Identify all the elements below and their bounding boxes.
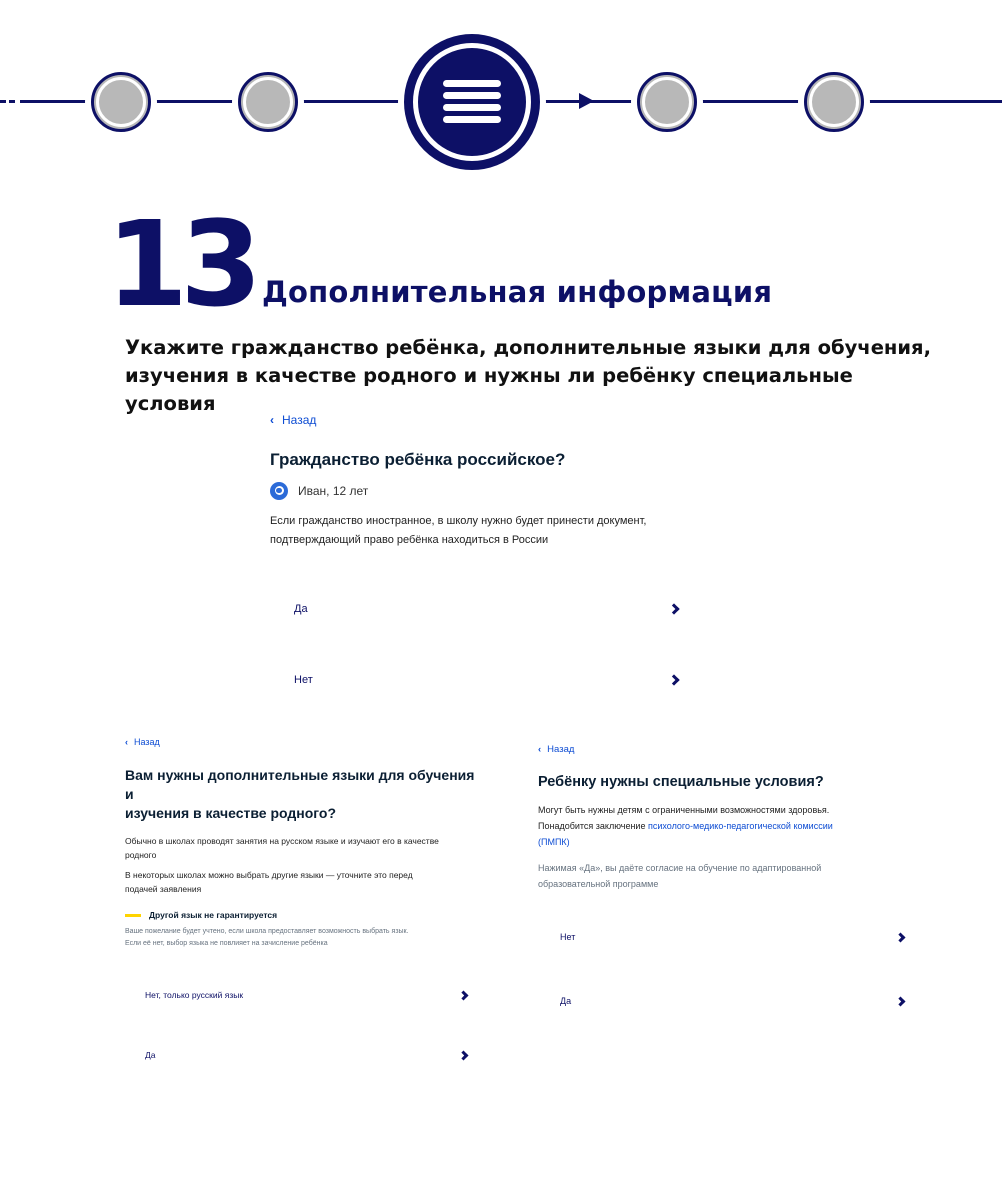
question-hint <box>270 512 690 550</box>
step-description-line: Укажите гражданство ребёнка, дополнительные языки для обучения, <box>125 336 931 359</box>
chevron-right-icon <box>459 990 469 1000</box>
special-conditions-screen <box>538 742 908 1010</box>
step-description-line: изучения в качестве родного и нужны ли ребёнку специальные условия <box>125 364 853 415</box>
hint-line <box>538 818 908 834</box>
warning-text <box>125 926 475 950</box>
option-yes[interactable] <box>270 598 690 620</box>
back-link[interactable] <box>270 410 690 430</box>
child-name: Иван, 12 лет <box>298 484 369 498</box>
warning-title: Другой язык не гарантируется <box>149 910 278 920</box>
option-no[interactable] <box>538 928 908 946</box>
back-label: Назад <box>134 737 160 747</box>
timeline-step-past <box>238 72 298 132</box>
warning-heading <box>125 910 475 920</box>
warning-line: Если её нет, выбор языка не повлияет на зачисление ребёнка <box>125 940 328 947</box>
title-line: изучения в качестве родного? <box>125 805 337 821</box>
chevron-left-icon: ‹ <box>270 413 274 427</box>
option-russian-only[interactable] <box>125 986 475 1004</box>
timeline-dash <box>0 100 6 103</box>
title-line: Вам нужны дополнительные языки для обучения и <box>125 767 475 802</box>
hint-line: подачей заявления <box>125 884 202 894</box>
step-description <box>125 334 945 418</box>
timeline-step-next <box>804 72 864 132</box>
option-label: Нет <box>294 674 313 686</box>
pmpk-abbr-link[interactable]: (ПМПК) <box>538 837 570 847</box>
hint-line: подтверждающий право ребёнка находиться в России <box>270 534 549 546</box>
hint-text: Понадобится заключение <box>538 821 648 831</box>
back-label: Назад <box>547 743 575 755</box>
question-title <box>125 766 475 823</box>
back-link[interactable] <box>125 735 475 749</box>
option-no[interactable] <box>270 669 690 691</box>
question-hint <box>538 802 908 850</box>
question-title: Гражданство ребёнка российское? <box>270 450 566 469</box>
citizenship-screen <box>270 410 690 691</box>
chevron-right-icon <box>668 674 679 685</box>
hint-line: В некоторых школах можно выбрать другие языки — уточните это перед <box>125 870 413 880</box>
warning-marker <box>125 914 141 917</box>
note-line: Нажимая «Да», вы даёте согласие на обучение по адаптированной <box>538 863 822 873</box>
timeline-dash <box>9 100 15 103</box>
option-label: Да <box>560 996 572 1006</box>
option-label: Да <box>145 1050 156 1060</box>
child-avatar-icon <box>270 482 288 500</box>
option-label: Нет, только русский язык <box>145 990 244 1000</box>
timeline-step-current <box>404 34 540 170</box>
option-yes[interactable] <box>538 992 908 1010</box>
warning-line: Ваше пожелание будет учтено, если школа предоставляет возможность выбрать язык. <box>125 928 409 935</box>
hint-line: Могут быть нужны детям с ограниченными возможностями здоровья. <box>538 805 830 815</box>
chevron-left-icon: ‹ <box>538 743 542 755</box>
pmpk-link[interactable]: психолого-медико-педагогической комиссии <box>647 821 833 831</box>
chevron-right-icon <box>896 996 906 1006</box>
back-label: Назад <box>282 413 317 427</box>
question-hint <box>125 868 475 896</box>
hint-line: Если гражданство иностранное, в школу нужно будет принести документ, <box>270 515 647 527</box>
timeline-step-past <box>91 72 151 132</box>
hint-line <box>538 834 908 850</box>
menu-icon <box>443 80 501 124</box>
chevron-left-icon: ‹ <box>125 737 128 747</box>
progress-timeline <box>0 0 1002 200</box>
chevron-right-icon <box>459 1050 469 1060</box>
hint-line: Обычно в школах проводят занятия на русском языке и изучают его в качестве <box>125 836 439 846</box>
arrow-right-icon <box>579 93 594 109</box>
option-yes[interactable] <box>125 1046 475 1064</box>
timeline-step-next <box>637 72 697 132</box>
question-title: Ребёнку нужны специальные условия? <box>538 774 824 790</box>
hint-line: родного <box>125 850 157 860</box>
step-number: 13 <box>106 195 255 333</box>
option-label: Нет <box>560 932 576 942</box>
back-link[interactable] <box>538 742 908 756</box>
consent-note <box>538 860 908 892</box>
chevron-right-icon <box>668 603 679 614</box>
note-line: образовательной программе <box>538 879 659 889</box>
question-hint <box>125 834 475 862</box>
option-label: Да <box>294 603 308 615</box>
languages-screen <box>125 735 475 1064</box>
step-title: Дополнительная информация <box>262 275 773 309</box>
chevron-right-icon <box>896 932 906 942</box>
child-info <box>270 482 690 500</box>
